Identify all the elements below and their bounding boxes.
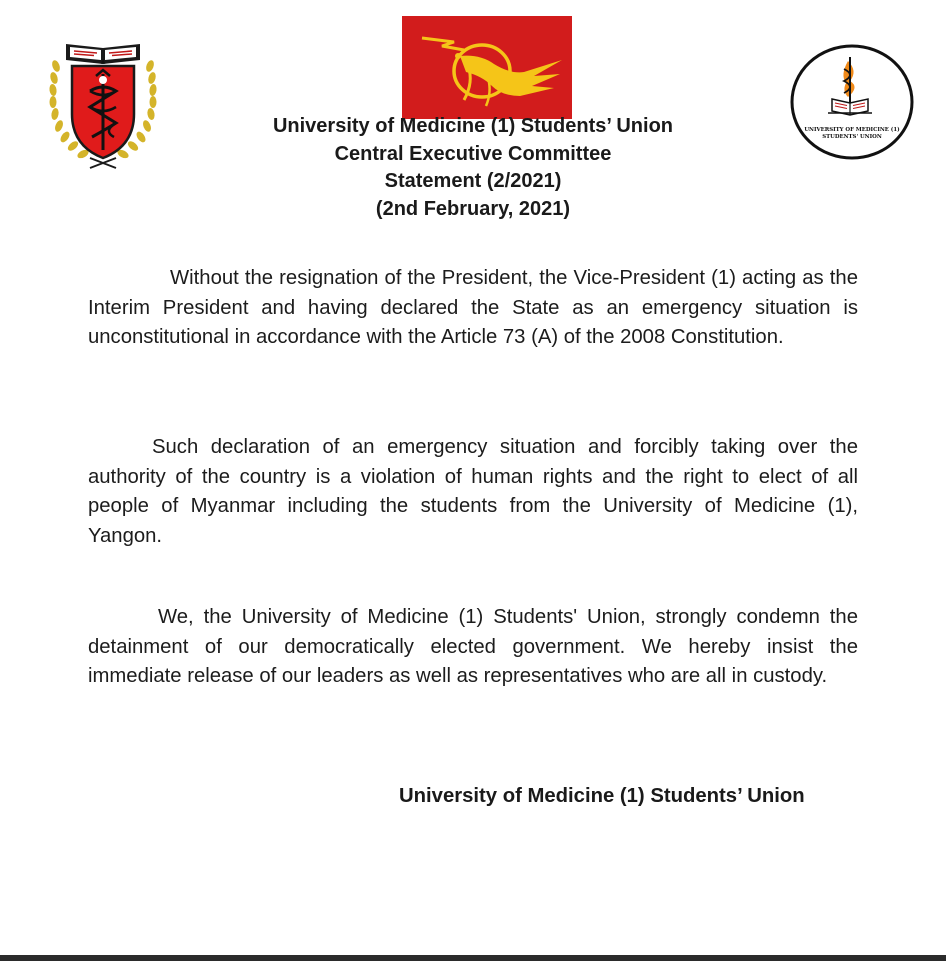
bottom-border	[0, 955, 946, 961]
statement-date: (2nd February, 2021)	[375, 197, 571, 220]
union-title: University of Medicine (1) Students’ Union	[272, 115, 674, 137]
statement-header	[178, 113, 768, 223]
committee-title: Central Executive Committee	[334, 142, 612, 165]
svg-text:STUDENTS' UNION: STUDENTS' UNION	[822, 134, 882, 140]
paragraph-constitutionality: Without the resignation of the President, the Vice-President (1) acting as the Interim President and having declared the State as an emergency situation is unconstitutional in accordance with the Article 73 (A) of the 2008 Constitution.	[88, 267, 858, 349]
signature: University of Medicine (1) Students’ Union	[399, 785, 805, 807]
paragraph-human-rights: Such declaration of an emergency situation and forcibly taking over the authority of the country is a violation of human rights and the right to elect of all people of Myanmar including the students from the University of Medicine (1), Yangon.	[88, 436, 858, 547]
paragraph-condemnation: We, the University of Medicine (1) Students' Union, strongly condemn the detainment of our democratically elected government. We hereby insist the immediate release of our leaders as well as representatives who are all in custody.	[88, 606, 858, 688]
medical-school-crest-icon	[44, 36, 162, 170]
students-union-seal-icon	[788, 43, 916, 161]
fighting-peacock-flag-icon	[402, 16, 572, 119]
svg-text:▲: ▲	[100, 58, 106, 65]
svg-text:UNIVERSITY OF MEDICINE (1): UNIVERSITY OF MEDICINE (1)	[804, 127, 900, 133]
statement-number: Statement (2/2021)	[384, 170, 562, 192]
